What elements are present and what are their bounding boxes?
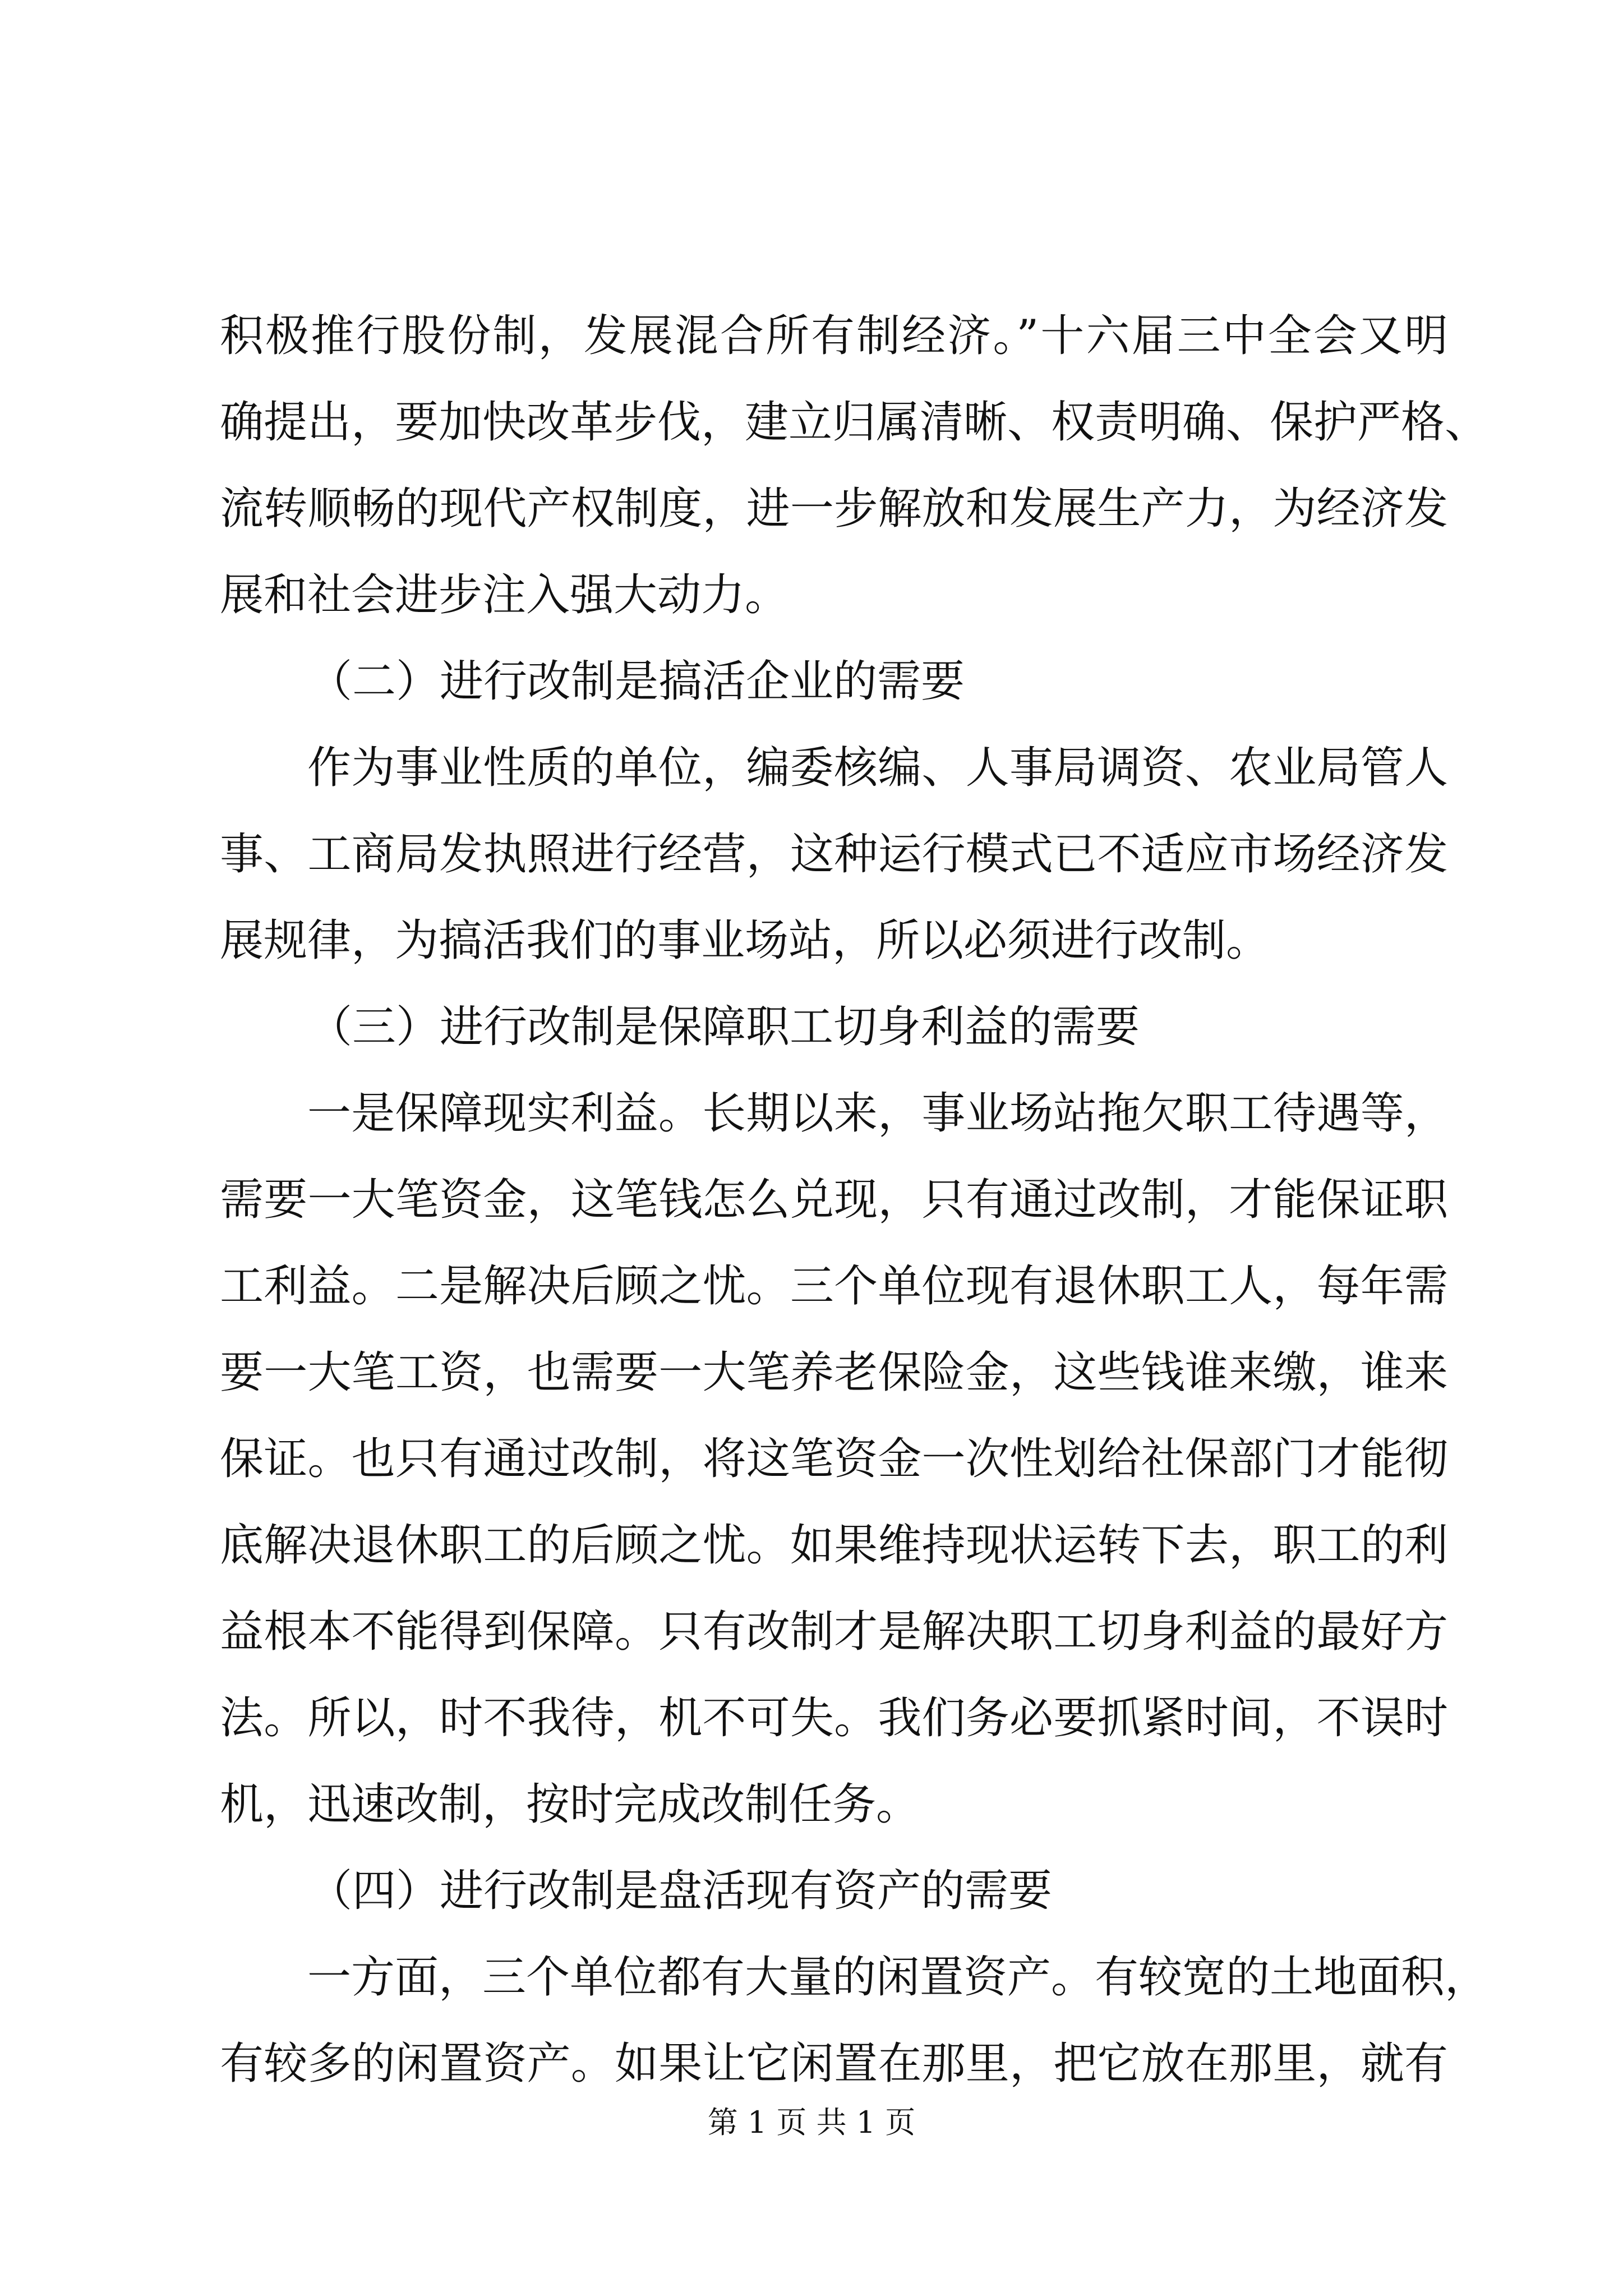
body-line-2: 确提出，要加快改革步伐，建立归属清晰、权责明确、保护严格、 — [220, 397, 1489, 448]
body-line-6: 作为事业性质的单位，编委核编、人事局调资、农业局管人 — [307, 743, 1448, 793]
body-line-20: 一方面，三个单位都有大量的闲置资产。有较宽的土地面积， — [307, 1952, 1489, 2003]
section-heading-3: （三）进行改制是保障职工切身利益的需要 — [308, 1002, 1140, 1052]
body-line-1: 积极推行股份制，发展混合所有制经济。”十六届三中全会又明 — [220, 311, 1448, 361]
body-line-17: 法。所以，时不我待，机不可失。我们务必要抓紧时间，不误时 — [220, 1693, 1448, 1743]
body-line-4: 展和社会进步注入强大动力。 — [220, 570, 789, 620]
body-line-21: 有较多的闲置资产。如果让它闲置在那里，把它放在那里，就有 — [220, 2039, 1448, 2089]
section-heading-4: （四）进行改制是盘活现有资产的需要 — [308, 1866, 1053, 1916]
body-line-3: 流转顺畅的现代产权制度，进一步解放和发展生产力，为经济发 — [220, 484, 1448, 534]
body-line-13: 要一大笔工资，也需要一大笔养老保险金，这些钱谁来缴，谁来 — [220, 1347, 1448, 1398]
body-line-18: 机，迅速改制，按时完成改制任务。 — [220, 1779, 920, 1830]
body-line-15: 底解决退休职工的后顾之忧。如果维持现状运转下去，职工的利 — [220, 1520, 1448, 1571]
body-line-8: 展规律，为搞活我们的事业场站，所以必须进行改制。 — [220, 915, 1270, 966]
body-line-12: 工利益。二是解决后顾之忧。三个单位现有退休职工人，每年需 — [220, 1261, 1448, 1312]
body-line-14: 保证。也只有通过改制，将这笔资金一次性划给社保部门才能彻 — [220, 1434, 1448, 1484]
body-line-10: 一是保障现实利益。长期以来，事业场站拖欠职工待遇等， — [307, 1088, 1448, 1139]
body-line-16: 益根本不能得到保障。只有改制才是解决职工切身利益的最好方 — [220, 1607, 1448, 1657]
page-footer: 第 1 页 共 1 页 — [707, 2105, 916, 2140]
body-line-7: 事、工商局发执照进行经营，这种运行模式已不适应市场经济发 — [220, 829, 1448, 880]
body-line-11: 需要一大笔资金，这笔钱怎么兑现，只有通过改制，才能保证职 — [220, 1175, 1448, 1225]
section-heading-2: （二）进行改制是搞活企业的需要 — [308, 656, 965, 707]
